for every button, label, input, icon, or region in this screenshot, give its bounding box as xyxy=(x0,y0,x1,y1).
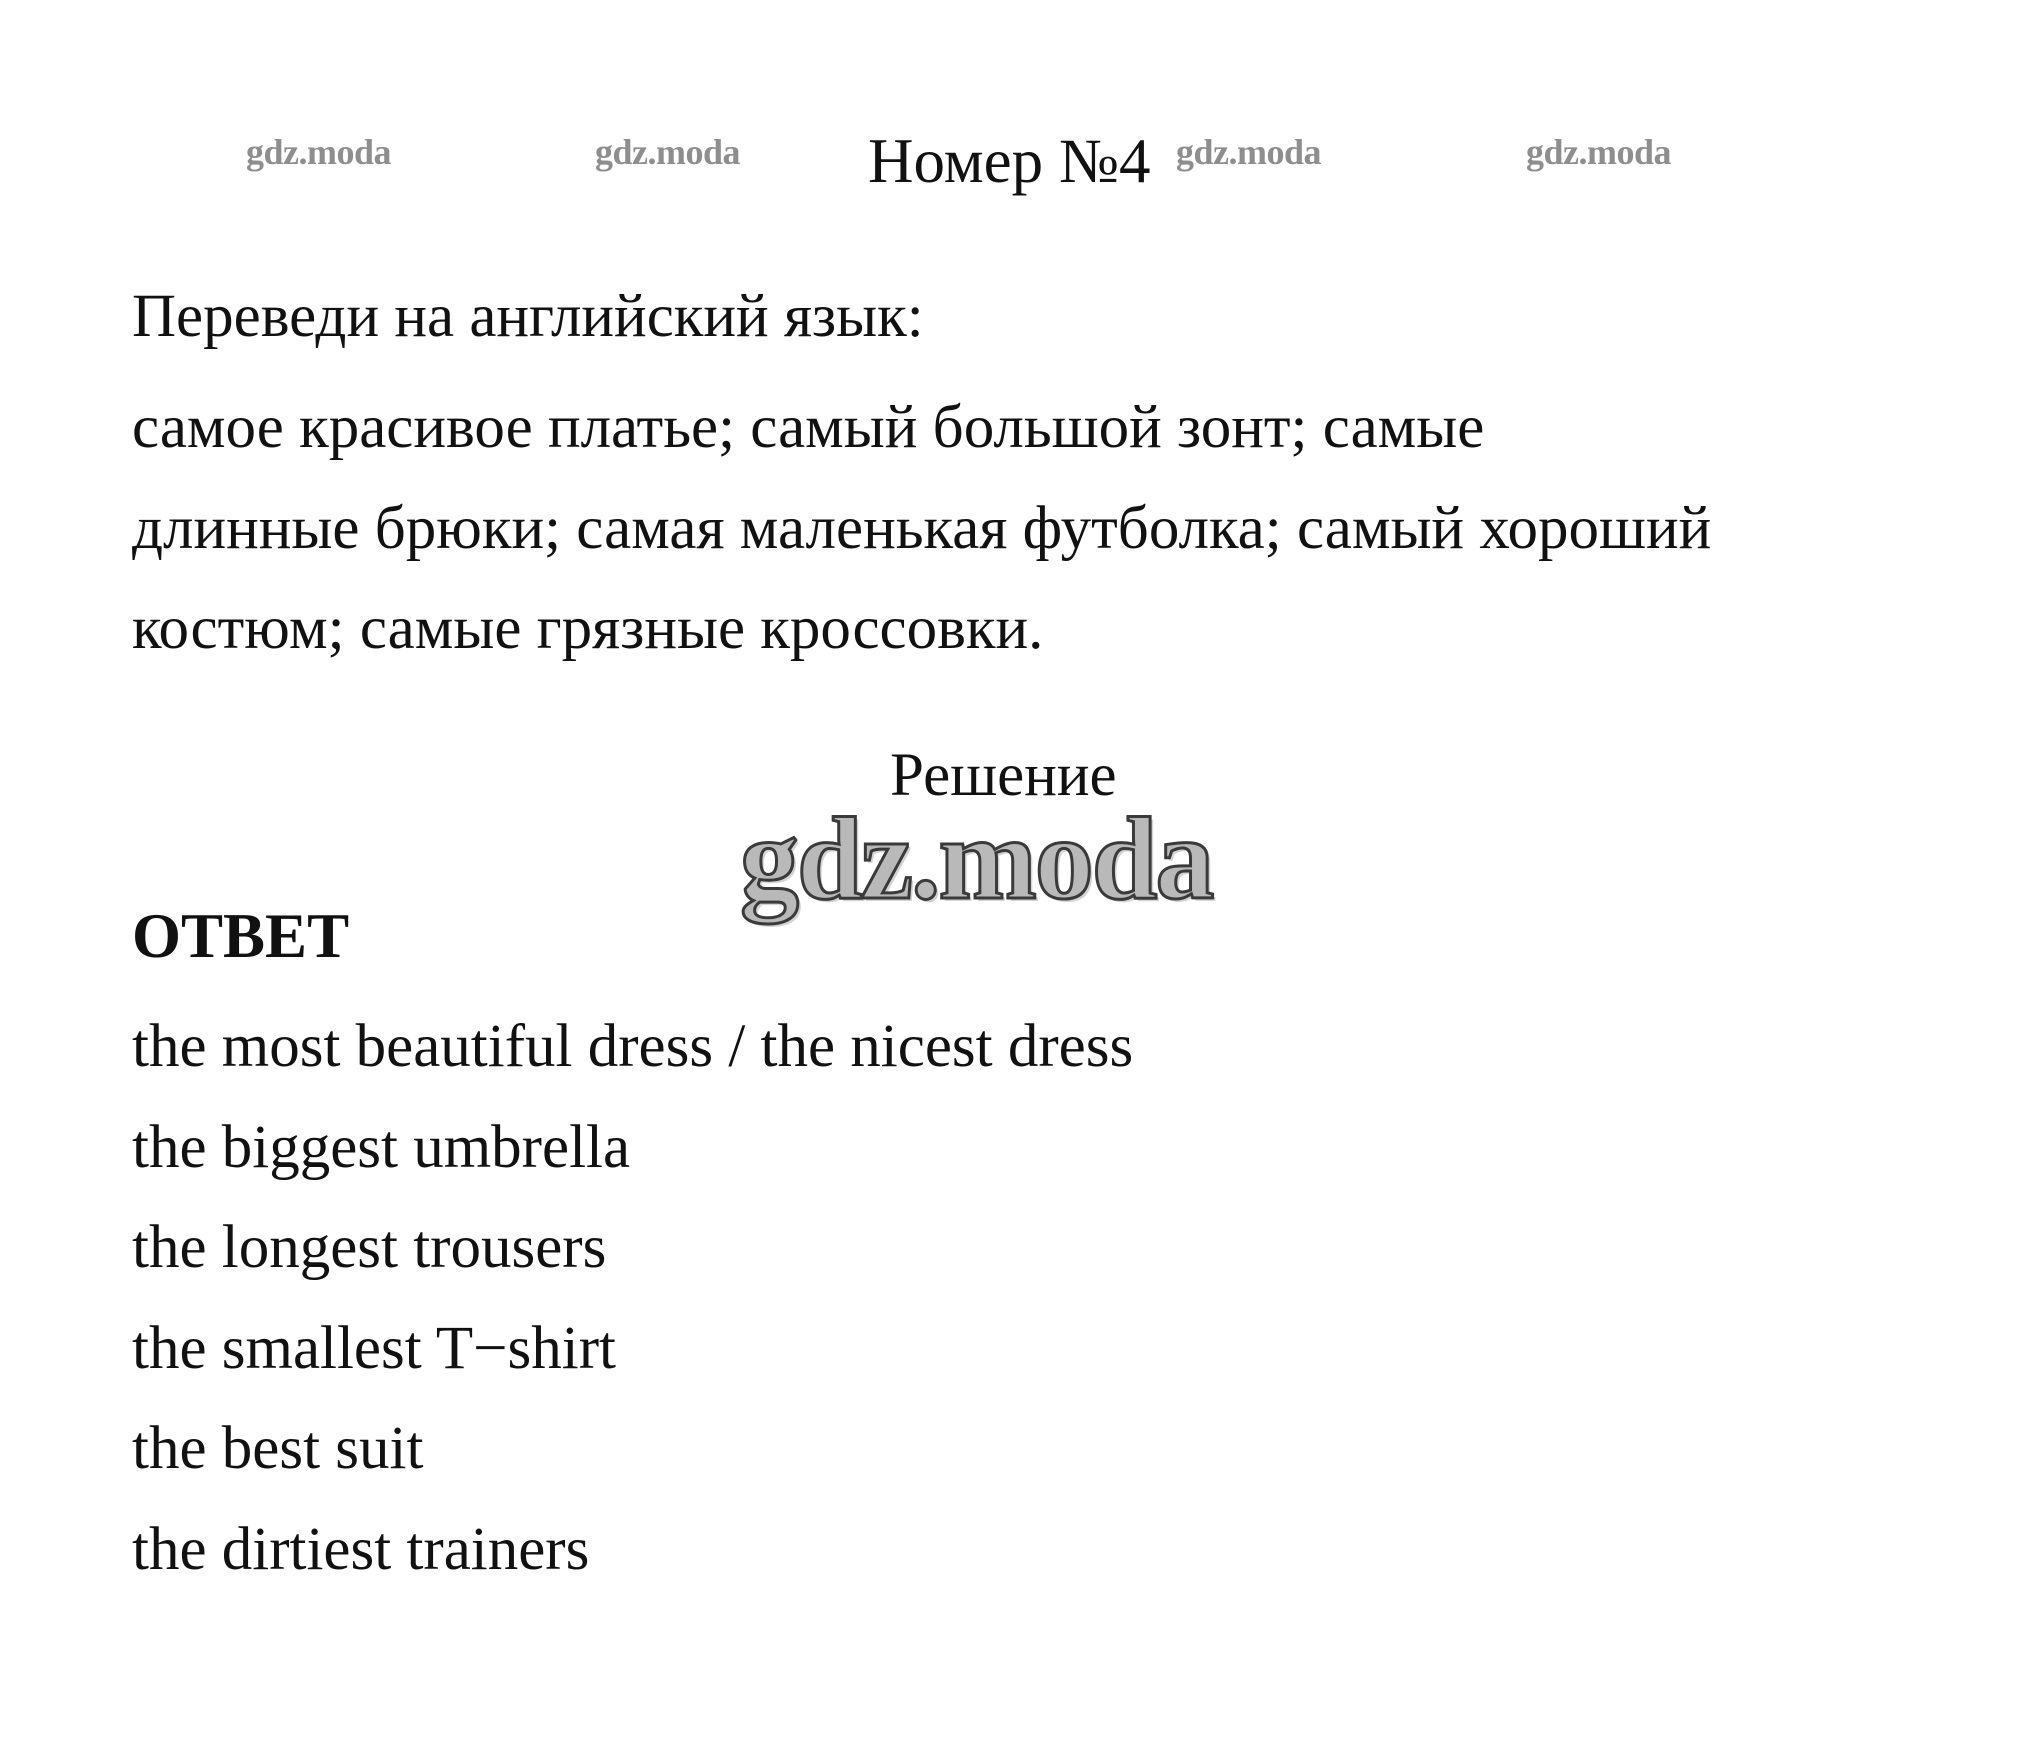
solution-label: Решение xyxy=(890,742,1117,809)
answer-item: the smallest T−shirt xyxy=(132,1314,616,1382)
watermark-small: gdz.moda xyxy=(1176,132,1322,172)
answer-item: the most beautiful dress / the nicest dress xyxy=(132,1013,1134,1080)
answer-item: the biggest umbrella xyxy=(132,1113,631,1181)
page-title: Номер №4 xyxy=(868,126,1151,196)
answer-item: the longest trousers xyxy=(132,1214,607,1281)
watermark-small: gdz.moda xyxy=(595,132,741,172)
watermark-logo: gdz.moda xyxy=(740,793,1213,924)
task-prompt: Переведи на английский язык: xyxy=(132,283,924,350)
watermark-small: gdz.moda xyxy=(246,132,392,172)
answer-item: the best suit xyxy=(132,1415,424,1482)
answer-item: the dirtiest trainers xyxy=(132,1515,590,1583)
task-text xyxy=(132,378,1932,680)
watermark-small: gdz.moda xyxy=(1526,132,1672,172)
answer-list xyxy=(132,997,1133,1600)
task-line: длинные брюки; самая маленькая футболка; самый хороший xyxy=(132,494,1712,562)
task-line: костюм; самые грязные кроссовки. xyxy=(132,595,1044,662)
answer-heading: ОТВЕТ xyxy=(132,901,350,971)
task-line: самое красивое платье; самый большой зонт; самые xyxy=(132,394,1485,461)
